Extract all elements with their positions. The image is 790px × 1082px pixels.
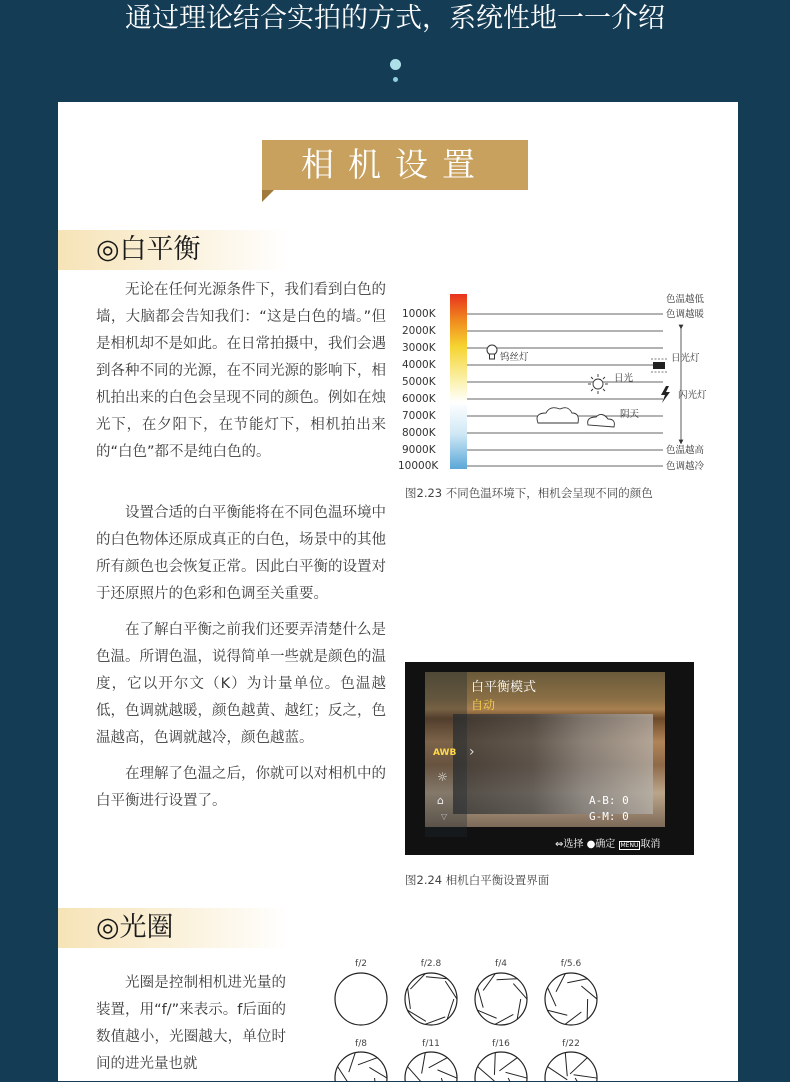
- decor-dot-small: [393, 77, 398, 82]
- color-temperature-chart: [398, 282, 718, 472]
- ab-shift-value: A-B: 0: [589, 794, 629, 807]
- kelvin-label-1000: 1000K: [402, 308, 437, 320]
- kelvin-label-8000: 8000K: [402, 427, 437, 439]
- kelvin-label-7000: 7000K: [402, 410, 437, 422]
- wb-menu-value: 自动: [471, 696, 495, 713]
- awb-option[interactable]: AWB: [433, 748, 456, 758]
- ok-button-icon: ●: [587, 839, 596, 850]
- gm-shift-value: G-M: 0: [589, 810, 629, 823]
- title-ribbon-tail: [262, 190, 274, 202]
- chevron-right-icon: ›: [469, 744, 475, 760]
- aperture-blade-icon: [545, 973, 597, 1025]
- wb-paragraph-4: 在理解了色温之后，你就可以对相机中的白平衡进行设置了。: [96, 761, 386, 815]
- section-heading-white-balance: [58, 230, 288, 270]
- kelvin-label-9000: 9000K: [402, 444, 437, 456]
- kelvin-label-6000: 6000K: [402, 393, 437, 405]
- aperture-stop-label: f/22: [562, 1039, 580, 1049]
- aperture-blade-icon: [405, 973, 457, 1025]
- kelvin-gradient-bar: [450, 294, 467, 469]
- footer-select-label: 选择: [563, 839, 583, 850]
- daylight-option-icon[interactable]: ☼: [437, 770, 448, 784]
- aperture-stop-label: f/4: [495, 959, 507, 969]
- footer-ok-label: 确定: [595, 839, 615, 850]
- figure-2-23-caption: 图2.23 不同色温环境下，相机会呈现不同的颜色: [405, 485, 653, 501]
- flash-bolt-icon: [661, 386, 670, 403]
- aperture-blade-icon: [405, 1052, 457, 1082]
- aperture-paragraph: 光圈是控制相机进光量的装置，用“f/”来表示。f后面的数值越小，光圈越大，单位时间的进光量也就: [96, 970, 286, 1078]
- kelvin-label-10000: 10000K: [398, 460, 439, 472]
- page-title: 相机设置: [262, 140, 528, 190]
- banner-title: 通过理论结合实拍的方式，系统性地一一介绍: [0, 0, 790, 40]
- cloudy-label: 阴天: [620, 409, 640, 420]
- sun-icon: [588, 374, 608, 394]
- tungsten-label: 钨丝灯: [500, 351, 529, 363]
- wb-paragraph-3: 在了解白平衡之前我们还要弄清楚什么是色温。所谓色温，说得简单一些就是颜色的温度，它以开尔文（K）为计量单位。色温越低，色调就越暖，颜色越黄、越红；反之，色温越高，色调就越冷，颜色越蓝。: [96, 617, 386, 752]
- aperture-blade-icon: [335, 1052, 387, 1082]
- aperture-stop-label: f/2: [355, 959, 367, 969]
- kelvin-label-3000: 3000K: [402, 342, 437, 354]
- aperture-stop-label: f/11: [422, 1039, 440, 1049]
- fluorescent-lamp-icon: [651, 359, 667, 372]
- aperture-blade-icon: [335, 973, 387, 1025]
- dpad-icon: ⇔: [555, 839, 563, 850]
- wb-paragraph-2: 设置合适的白平衡能将在不同色温环境中的白色物体还原成真正的白色，场景中的其他所有颜色也会恢复正常。因此白平衡的设置对于还原照片的色彩和色调至关重要。: [96, 500, 386, 608]
- section-heading-aperture: [58, 908, 288, 948]
- figure-2-24-caption: 图2.24 相机白平衡设置界面: [405, 872, 549, 888]
- white-balance-heading: ◎白平衡: [96, 232, 201, 268]
- flash-label: 闪光灯: [678, 389, 707, 401]
- aperture-blade-icon: [545, 1052, 597, 1082]
- aperture-blade-icon: [475, 1052, 527, 1082]
- kelvin-scale-lines: [467, 314, 663, 466]
- label-high-temp: 色温越高: [666, 444, 705, 456]
- aperture-heading: ◎光圈: [96, 910, 174, 946]
- kelvin-label-2000: 2000K: [402, 325, 437, 337]
- aperture-stop-label: f/16: [492, 1039, 510, 1049]
- content-page: [58, 102, 738, 1081]
- aperture-diagram: [326, 952, 626, 1082]
- scroll-down-icon: ▽: [441, 812, 447, 821]
- camera-wb-screen: [405, 662, 694, 855]
- fluorescent-label: 日光灯: [671, 352, 700, 364]
- label-low-temp: 色温越低: [666, 293, 705, 305]
- camera-footer: [555, 835, 660, 850]
- tungsten-bulb-icon: [487, 345, 497, 359]
- label-warm: 色调越暖: [666, 308, 705, 320]
- kelvin-label-5000: 5000K: [402, 376, 437, 388]
- aperture-stop-label: f/2.8: [421, 959, 442, 969]
- menu-key-badge: MENU: [619, 841, 641, 850]
- decor-dot-large: [390, 59, 401, 70]
- aperture-stop-label: f/5.6: [561, 959, 582, 969]
- aperture-stop-label: f/8: [355, 1039, 367, 1049]
- kelvin-label-4000: 4000K: [402, 359, 437, 371]
- aperture-blade-icon: [475, 973, 527, 1025]
- daylight-label: 日光: [614, 372, 634, 384]
- footer-cancel-label: 取消: [640, 839, 660, 850]
- cloud-icon: [537, 408, 614, 427]
- shade-option-icon[interactable]: ⌂: [437, 794, 444, 807]
- wb-menu-title: 白平衡模式: [471, 676, 536, 695]
- wb-paragraph-1: 无论在任何光源条件下，我们看到白色的墙，大脑都会告知我们：“这是白色的墙。”但是相机却不是如此。在日常拍摄中，我们会遇到各种不同的光源，在不同光源的影响下，相机拍出来的白色会呈现不同的颜色。例如在烛光下，在夕阳下，在节能灯下，相机拍出来的“白色”都不是纯白色的。: [96, 277, 386, 466]
- label-cool: 色调越冷: [666, 460, 705, 472]
